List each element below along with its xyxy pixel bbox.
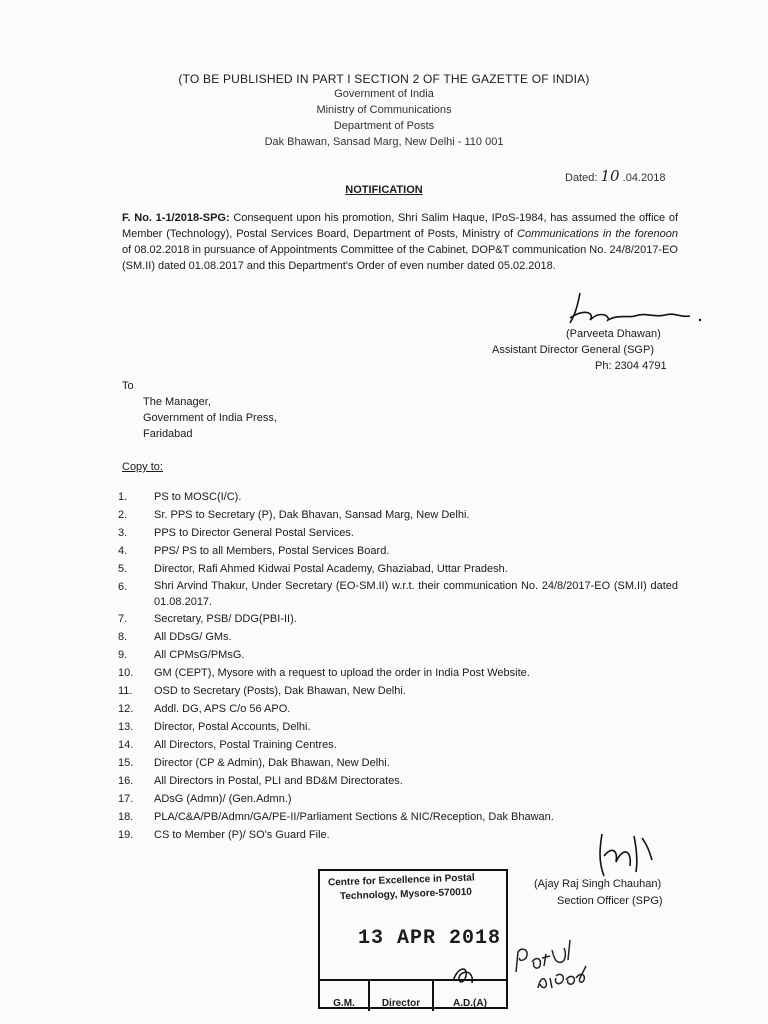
copy-to-label: Copy to: (122, 461, 163, 473)
list-item-number: 1. (118, 491, 128, 503)
signatory-designation: Assistant Director General (SGP) (492, 344, 654, 356)
dated-label: Dated: (565, 172, 598, 184)
list-item (118, 772, 678, 790)
list-item-text: CS to Member (P)/ SO's Guard File. (154, 829, 330, 841)
list-item-number: 16. (118, 775, 134, 787)
list-item-text: Shri Arvind Thakur, Under Secretary (EO-SM.II) w.r.t. their communication No. 24/8/2017-EO (SM.II) dated 01.08.2017. (154, 580, 678, 608)
list-item-text: ADsG (Admn)/ (Gen.Admn.) (154, 793, 292, 805)
section-officer-designation: Section Officer (SPG) (557, 895, 663, 907)
stamp-date: 13 APR 2018 (358, 927, 502, 950)
stamp-cell-director: Director (370, 981, 434, 1011)
list-item-text: Addl. DG, APS C/o 56 APO. (154, 703, 291, 715)
list-item (118, 628, 678, 646)
list-item-text: All CPMsG/PMsG. (154, 649, 245, 661)
list-item-number: 17. (118, 793, 134, 805)
address-line: Dak Bhawan, Sansad Marg, New Delhi - 110 001 (264, 136, 504, 148)
section-officer-name: (Ajay Raj Singh Chauhan) (534, 878, 662, 890)
list-item-number: 18. (118, 811, 134, 823)
body-text-part2: of 08.02.2018 in pursuance of Appointments Committee of the Cabinet, DOP&T communication No. 24/8/2017-EO (SM.II) dated 01.08.2017 and this Department's Order of even number dated 05.02.2018. (122, 244, 678, 272)
list-item-text: PPS to Director General Postal Services. (154, 527, 354, 539)
list-item (118, 790, 678, 808)
list-item-text: Director, Postal Accounts, Delhi. (154, 721, 311, 733)
list-item-text: Sr. PPS to Secretary (P), Dak Bhavan, Sansad Marg, New Delhi. (154, 509, 470, 521)
list-item-text: OSD to Secretary (Posts), Dak Bhawan, New Delhi. (154, 685, 406, 697)
stamp-cell-gm: G.M. (320, 981, 370, 1011)
list-item (118, 646, 678, 664)
list-item-number: 3. (118, 527, 128, 539)
list-item-number: 6. (118, 581, 128, 593)
file-number: F. No. 1-1/2018-SPG: (122, 212, 230, 224)
list-item-number: 14. (118, 739, 134, 751)
list-item-text: All DDsG/ GMs. (154, 631, 232, 643)
signatory-name: (Parveeta Dhawan) (566, 328, 661, 340)
list-item-number: 4. (118, 545, 128, 557)
gazette-publish-note: (TO BE PUBLISHED IN PART I SECTION 2 OF THE GAZETTE OF INDIA) (178, 72, 590, 86)
stamp-table (320, 979, 506, 1011)
list-item (118, 736, 678, 754)
list-item-text: Secretary, PSB/ DDG(PBI-II). (154, 613, 297, 625)
list-item-text: PPS/ PS to all Members, Postal Services Board. (154, 545, 390, 557)
list-item-number: 5. (118, 563, 128, 575)
to-address-line3: Faridabad (143, 428, 193, 440)
body-text-italic: Communications in the forenoon (517, 228, 678, 240)
list-item-number: 9. (118, 649, 128, 661)
list-item (118, 560, 678, 578)
list-item (118, 610, 678, 628)
stamp-line1: Centre for Excellence in Postal (327, 872, 475, 889)
list-item-number: 19. (118, 829, 134, 841)
to-address-line2: Government of India Press, (143, 412, 277, 424)
copy-list (118, 488, 678, 844)
stamp-line2: Technology, Mysore-570010 (339, 886, 473, 903)
list-item (118, 578, 678, 610)
dated-rest: .04.2018 (622, 172, 666, 184)
list-item-text: PS to MOSC(I/C). (154, 491, 242, 503)
ministry-line: Ministry of Communications (316, 104, 452, 116)
list-item-number: 10. (118, 667, 134, 679)
body-text-part1: Consequent upon his promotion, Shri Salim Haque, IPoS-1984, has assumed the office of Member (Technology), Postal Services Board, Department of Posts, Ministry of (122, 212, 679, 240)
list-item-number: 13. (118, 721, 134, 733)
list-item-text: All Directors in Postal, PLI and BD&M Directorates. (154, 775, 403, 787)
stamp-cell-ad: A.D.(A) (453, 998, 487, 1009)
list-item-number: 8. (118, 631, 128, 643)
received-stamp (318, 869, 508, 1009)
list-item-number: 15. (118, 757, 134, 769)
list-item (118, 808, 678, 826)
government-line: Government of India (334, 88, 434, 100)
list-item (118, 524, 678, 542)
department-line: Department of Posts (333, 120, 435, 132)
list-item-text: PLA/C&A/PB/Admn/GA/PE-II/Parliament Sections & NIC/Reception, Dak Bhawan. (154, 811, 554, 823)
list-item (118, 700, 678, 718)
list-item-number: 7. (118, 613, 128, 625)
handwritten-note (508, 932, 592, 996)
list-item-text: Director (CP & Admin), Dak Bhawan, New Delhi. (154, 757, 390, 769)
signature-chauhan (592, 826, 662, 882)
list-item (118, 664, 678, 682)
dated-day-handwritten: 10 (600, 167, 620, 185)
list-item (118, 506, 678, 524)
list-item-number: 12. (118, 703, 134, 715)
list-item (118, 754, 678, 772)
list-item (118, 488, 678, 506)
signatory-phone: Ph: 2304 4791 (595, 360, 667, 372)
signature-dhawan (540, 288, 710, 328)
to-address-line1: The Manager, (143, 396, 211, 408)
to-address (143, 394, 277, 442)
list-item (118, 718, 678, 736)
list-item (118, 542, 678, 560)
list-item-text: All Directors, Postal Training Centres. (154, 739, 337, 751)
notification-body (122, 210, 678, 274)
list-item-number: 11. (118, 685, 133, 697)
list-item-number: 2. (118, 509, 128, 521)
to-label: To (122, 380, 134, 392)
list-item-text: Director, Rafi Ahmed Kidwai Postal Academy, Ghaziabad, Uttar Pradesh. (154, 563, 508, 575)
notification-title: NOTIFICATION (345, 184, 423, 196)
list-item (118, 682, 678, 700)
list-item-text: GM (CEPT), Mysore with a request to upload the order in India Post Website. (154, 667, 530, 679)
dated-line (565, 167, 665, 185)
